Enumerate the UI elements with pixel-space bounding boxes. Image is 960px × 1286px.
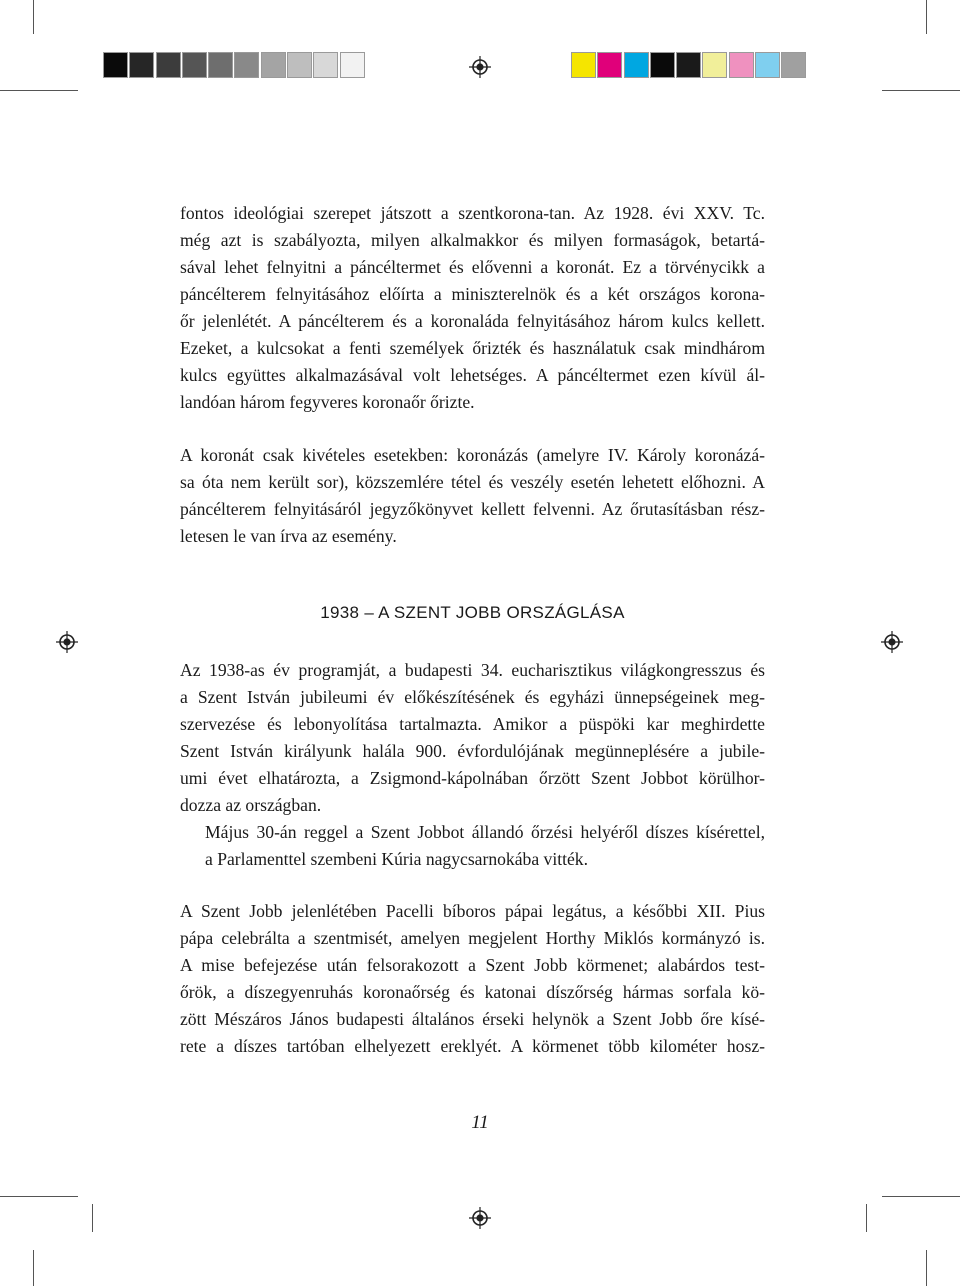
color-swatch <box>287 52 312 78</box>
color-swatch <box>702 52 727 78</box>
text-line: umi évet elhatározta, a Zsigmond-kápolnában őrzött Szent Jobbot körülhor- <box>180 768 765 788</box>
text-line: páncélterem felnyitásához előírta a miniszterelnök és a két országos korona- <box>180 284 765 304</box>
color-swatch <box>729 52 754 78</box>
paragraph-crown-law <box>180 200 765 416</box>
crop-mark <box>926 0 927 34</box>
text-line: páncélterem felnyitásáról jegyzőkönyvet kellett felvenni. Az őrutasításban rész- <box>180 499 765 519</box>
grayscale-color-bar <box>103 52 366 80</box>
text-line: dozza az országban. <box>180 795 322 815</box>
crop-mark <box>926 1250 927 1286</box>
registration-mark-icon <box>881 631 903 653</box>
text-line: még azt is szabályozta, milyen alkalmakkor és milyen formaságok, betartá- <box>180 230 765 250</box>
paragraph-crown-exceptions <box>180 442 765 550</box>
text-line: őr jelenlétét. A páncélterem és a koronaláda felnyitásához három kulcs kellett. <box>180 311 765 331</box>
color-swatch <box>340 52 365 78</box>
text-line: őrök, a díszegyenruhás koronaőrség és katonai díszőrség hármas sorfala kö- <box>180 982 765 1002</box>
page-number: 11 <box>471 1112 489 1133</box>
text-line: Az 1938-as év programját, a budapesti 34. eucharisztikus világkongresszus és <box>180 660 765 680</box>
registration-mark-icon <box>469 56 491 78</box>
cmyk-color-bar <box>571 52 808 80</box>
color-swatch <box>676 52 701 78</box>
color-swatch <box>755 52 780 78</box>
text-line: Ezeket, a kulcsokat a fenti személyek őrizték és használatuk csak mindhárom <box>180 338 765 358</box>
paragraph-1938-program <box>180 657 765 873</box>
crop-mark <box>0 90 78 91</box>
crop-mark <box>33 0 34 34</box>
text-line: A Szent Jobb jelenlétében Pacelli bíboros pápai legátus, a későbbi XII. Pius <box>180 901 765 921</box>
text-line: a Szent István jubileumi év előkészítésének és egyházi ünnepségeinek meg- <box>180 687 765 707</box>
crop-mark <box>882 90 960 91</box>
color-swatch <box>208 52 233 78</box>
color-swatch <box>103 52 128 78</box>
color-swatch <box>624 52 649 78</box>
text-line: landóan három fegyveres koronaőr őrizte. <box>180 392 475 412</box>
color-swatch <box>182 52 207 78</box>
crop-mark <box>866 1204 867 1232</box>
text-line: rete a díszes tartóban elhelyezett ereklyét. A körmenet több kilométer hosz- <box>180 1036 765 1056</box>
text-line: kulcs együttes alkalmazásával volt lehetséges. A páncéltermet ezen kívül ál- <box>180 365 765 385</box>
text-line: A mise befejezése után felsorakozott a Szent Jobb körmenet; alabárdos test- <box>180 955 765 975</box>
text-line: pápa celebrálta a szentmisét, amelyen megjelent Horthy Miklós kormányzó is. <box>180 928 765 948</box>
color-swatch <box>234 52 259 78</box>
paragraph-holy-mass <box>180 898 765 1060</box>
text-line: sa óta nem került sor), közszemlére tétel és veszély esetén lehetett előhozni. A <box>180 472 765 492</box>
text-line: fontos ideológiai szerepet játszott a szentkorona-tan. Az 1928. évi XXV. Tc. <box>180 203 765 223</box>
text-line: Szent István királyunk halála 900. évfordulójának megünneplésére a jubile- <box>180 741 765 761</box>
registration-mark-icon <box>469 1207 491 1229</box>
color-swatch <box>129 52 154 78</box>
text-line: zött Mészáros János budapesti általános érseki helynök a Szent Jobb őre kísé- <box>180 1009 765 1029</box>
text-line: sával lehet felnyitni a páncéltermet és elővenni a koronát. Ez a törvénycikk a <box>180 257 765 277</box>
color-swatch <box>313 52 338 78</box>
text-line: letesen le van írva az esemény. <box>180 526 397 546</box>
section-heading: 1938 – A SZENT JOBB ORSZÁGLÁSA <box>320 603 625 622</box>
crop-mark <box>33 1250 34 1286</box>
text-line: Május 30-án reggel a Szent Jobbot állandó őrzési helyéről díszes kísérettel, <box>205 822 765 842</box>
color-swatch <box>156 52 181 78</box>
color-swatch <box>781 52 806 78</box>
crop-mark <box>92 1204 93 1232</box>
crop-mark <box>882 1196 960 1197</box>
text-line: A koronát csak kivételes esetekben: koronázás (amelyre IV. Károly koronázá- <box>180 445 765 465</box>
registration-mark-icon <box>56 631 78 653</box>
color-swatch <box>571 52 596 78</box>
color-swatch <box>597 52 622 78</box>
text-line: szervezése és lebonyolítása tartalmazta. Amikor a püspöki kar meghirdette <box>180 714 765 734</box>
text-line: a Parlamenttel szembeni Kúria nagycsarnokába vitték. <box>205 849 589 869</box>
crop-mark <box>0 1196 78 1197</box>
color-swatch <box>261 52 286 78</box>
color-swatch <box>650 52 675 78</box>
